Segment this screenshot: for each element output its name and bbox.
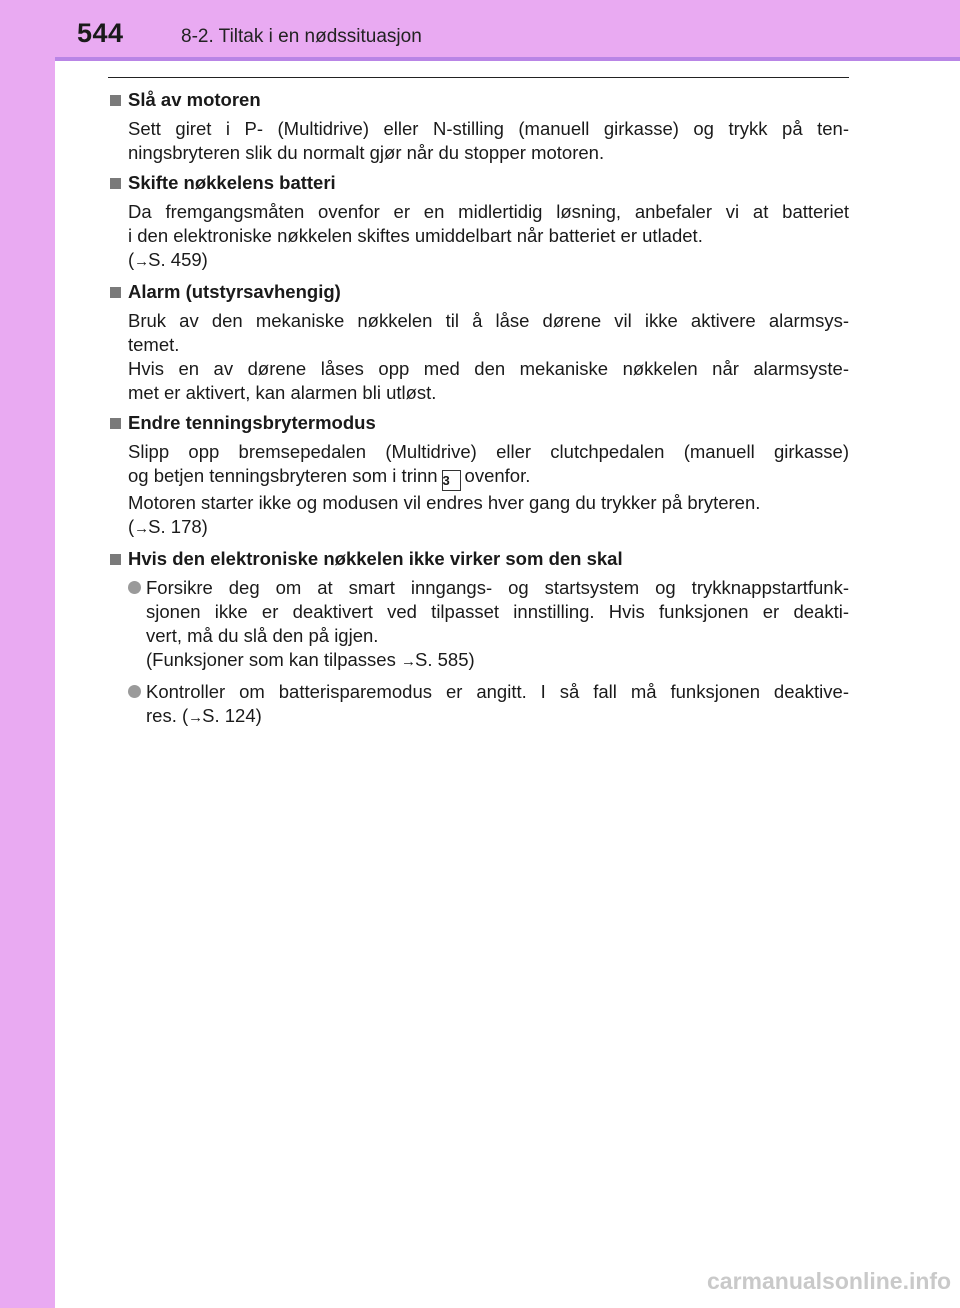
text-line: Forsikre deg om at smart inngangs- og startsystem og trykknappstartfunk-: [146, 577, 849, 598]
text-line: temet.: [128, 334, 180, 355]
arrow-right-icon: →: [401, 653, 415, 670]
square-bullet-icon: [110, 287, 121, 298]
paragraph: [108, 440, 849, 541]
arrow-right-icon: →: [134, 520, 149, 537]
text-line: ningsbryteren slik du normalt gjør når du stopper motoren.: [128, 142, 605, 163]
step-number-box: 3: [442, 470, 461, 491]
section-slaa-av-motoren: [108, 88, 849, 165]
section-heading: [108, 547, 849, 571]
section-nokkel-virker-ikke: [108, 547, 849, 730]
square-bullet-icon: [110, 418, 121, 429]
section-tenningsbrytermodus: [108, 411, 849, 541]
text-segment: res. (: [146, 705, 189, 726]
page-reference: [146, 648, 849, 674]
page-reference: [128, 515, 849, 541]
heading-text: Alarm (utstyrsavhengig): [128, 281, 341, 302]
paragraph: [108, 117, 849, 165]
text-line: i den elektroniske nøkkelen skiftes umiddelbart når batteriet er utladet.: [128, 225, 703, 246]
section-alarm: [108, 280, 849, 405]
section-heading: [108, 411, 849, 435]
reference-text: S. 585): [415, 649, 475, 670]
paragraph: [108, 309, 849, 405]
text-line: Kontroller om batterisparemodus er angitt. I så fall må funksjonen deaktive-: [146, 681, 849, 702]
text-line-with-step: [128, 464, 849, 491]
heading-text: Endre tenningsbrytermodus: [128, 412, 376, 433]
heading-text: Slå av motoren: [128, 89, 261, 110]
text-line: Hvis en av dørene låses opp med den mekaniske nøkkelen når alarmsyste-: [128, 358, 849, 379]
section-heading: [108, 171, 849, 195]
round-bullet-icon: [128, 685, 141, 698]
arrow-right-icon: →: [134, 253, 149, 270]
text-line: Sett giret i P- (Multidrive) eller N-stilling (manuell girkasse) og trykk på ten-: [128, 118, 849, 139]
page-reference: [128, 248, 849, 274]
text-line: sjonen ikke er deaktivert ved tilpasset innstilling. Hvis funksjonen er deakti-: [146, 601, 849, 622]
text-line: Motoren starter ikke og modusen vil endres hver gang du trykker på bryteren.: [128, 492, 761, 513]
page-content: [108, 88, 849, 736]
text-segment: ovenfor.: [464, 465, 531, 486]
page-number: 544: [77, 18, 124, 48]
reference-text: S. 124): [202, 705, 262, 726]
watermark-text: carmanualsonline.info: [707, 1268, 952, 1294]
text-line: met er aktivert, kan alarmen bli utløst.: [128, 382, 437, 403]
arrow-right-icon: →: [188, 709, 203, 726]
content-top-rule: [108, 77, 849, 78]
header-underline: [55, 57, 960, 61]
paragraph: [108, 200, 849, 274]
text-line: Da fremgangsmåten ovenfor er en midlertidig løsning, anbefaler vi at batteriet: [128, 201, 849, 222]
text-segment: og betjen tenningsbryteren som i trinn: [128, 465, 438, 486]
reference-text: S. 178): [148, 516, 208, 537]
round-bullet-icon: [128, 581, 141, 594]
reference-text: S. 459): [148, 249, 208, 270]
text-line: Slipp opp bremsepedalen (Multidrive) eller clutchpedalen (manuell girkasse): [128, 441, 849, 462]
square-bullet-icon: [110, 95, 121, 106]
paren: (: [128, 249, 135, 270]
section-heading: [108, 280, 849, 304]
page-reference: [146, 704, 849, 730]
paren: (: [128, 516, 135, 537]
text-line: vert, må du slå den på igjen.: [146, 625, 379, 646]
section-heading: [108, 88, 849, 112]
section-skifte-batteri: [108, 171, 849, 274]
side-tab-strip: [0, 0, 55, 1308]
heading-text: Hvis den elektroniske nøkkelen ikke virker som den skal: [128, 548, 623, 569]
bullet-item: [108, 576, 849, 674]
bullet-item: [108, 680, 849, 730]
header-band: [0, 0, 960, 57]
heading-text: Skifte nøkkelens batteri: [128, 172, 336, 193]
square-bullet-icon: [110, 178, 121, 189]
section-title: 8-2. Tiltak i en nødssituasjon: [181, 26, 422, 47]
text-segment: (Funksjoner som kan tilpasses: [146, 649, 396, 670]
text-line: Bruk av den mekaniske nøkkelen til å låse dørene vil ikke aktivere alarmsys-: [128, 310, 849, 331]
square-bullet-icon: [110, 554, 121, 565]
